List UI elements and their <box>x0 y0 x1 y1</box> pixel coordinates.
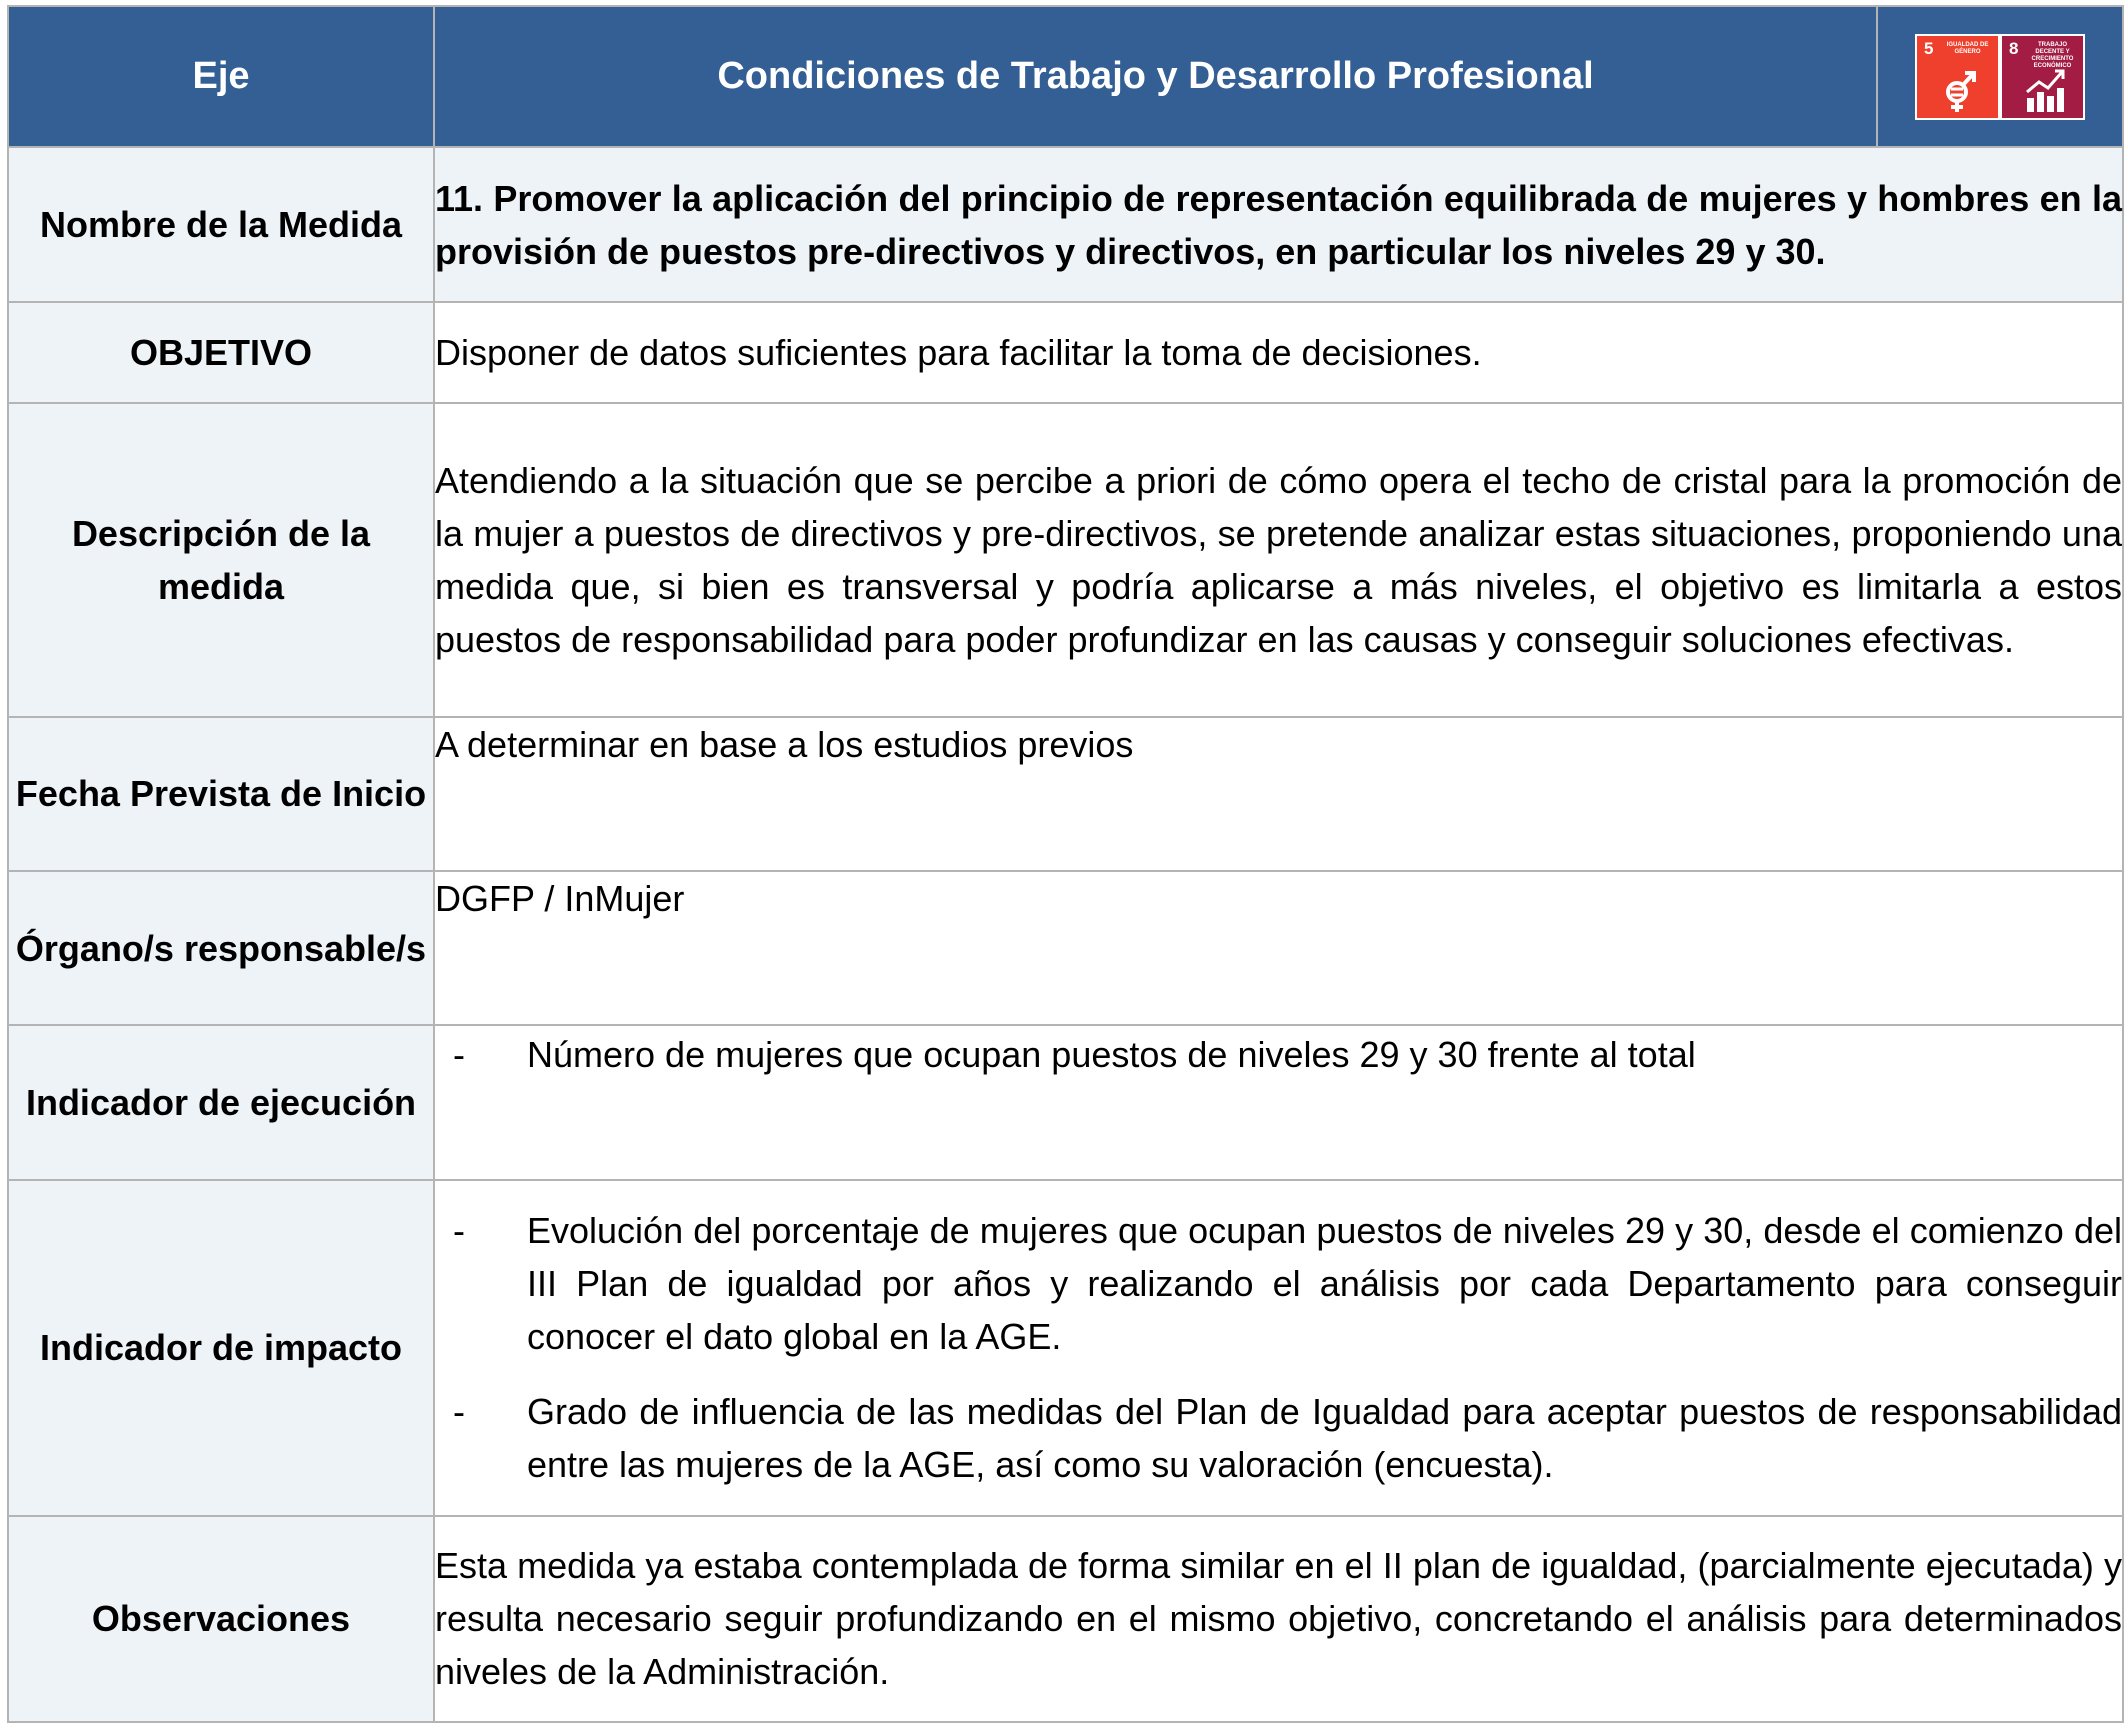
label-organo: Órgano/s responsable/s <box>8 871 434 1025</box>
label-descripcion: Descripción de la medida <box>8 403 434 717</box>
row-descripcion <box>8 403 2123 717</box>
impacto-list <box>435 1204 2122 1491</box>
row-observaciones <box>8 1516 2123 1723</box>
header-axis-title: Condiciones de Trabajo y Desarrollo Profesional <box>434 6 1877 147</box>
sdg-5-number: 5 <box>1924 38 1934 58</box>
label-ejecucion: Indicador de ejecución <box>8 1025 434 1179</box>
row-impacto <box>8 1180 2123 1516</box>
list-item-text: Evolución del porcentaje de mujeres que ocupan puestos de niveles 29 y 30, desde el comienzo del III Plan de igualdad por años y realizando el análisis por cada Departamento para conseguir conocer el dato global en la AGE. <box>527 1210 2122 1358</box>
list-item-text: Número de mujeres que ocupan puestos de niveles 29 y 30 frente al total <box>527 1034 1696 1076</box>
sdg-8-number: 8 <box>2009 38 2019 58</box>
row-organo <box>8 871 2123 1025</box>
value-nombre: 11. Promover la aplicación del principio de representación equilibrada de mujeres y hombres en la provisión de puestos pre-directivos y directivos, en particular los niveles 29 y 30. <box>434 147 2123 301</box>
sdg-5-badge <box>1915 34 2000 120</box>
sdg-8-badge <box>2000 34 2085 120</box>
label-observaciones: Observaciones <box>8 1516 434 1723</box>
row-ejecucion <box>8 1025 2123 1179</box>
value-descripcion: Atendiendo a la situación que se percibe a priori de cómo opera el techo de cristal para la promoción de la mujer a puestos de directivos y pre-directivos, se pretende analizar estas situaciones, proponiendo una medida que, si bien es transversal y podría aplicarse a más niveles, el objetivo es limitarla a estos puestos de responsabilidad para poder profundizar en las causas y conseguir soluciones efectivas. <box>434 403 2123 717</box>
growth-chart-icon <box>2024 68 2066 114</box>
dash-marker: - <box>453 1391 465 1433</box>
dash-marker: - <box>453 1210 465 1252</box>
label-objetivo: OBJETIVO <box>8 302 434 403</box>
list-item <box>435 1204 2122 1363</box>
gender-equality-icon <box>1939 68 1981 114</box>
value-organo: DGFP / InMujer <box>434 871 2123 1025</box>
list-item <box>435 1385 2122 1491</box>
ejecucion-list <box>435 1028 2122 1081</box>
label-nombre: Nombre de la Medida <box>8 147 434 301</box>
row-nombre <box>8 147 2123 301</box>
value-fecha: A determinar en base a los estudios previos <box>434 717 2123 871</box>
header-eje: Eje <box>8 6 434 147</box>
list-item-text: Grado de influencia de las medidas del Plan de Igualdad para aceptar puestos de responsabilidad entre las mujeres de la AGE, así como su valoración (encuesta). <box>527 1391 2122 1486</box>
value-objetivo: Disponer de datos suficientes para facilitar la toma de decisiones. <box>434 302 2123 403</box>
value-observaciones: Esta medida ya estaba contemplada de forma similar en el II plan de igualdad, (parcialmente ejecutada) y resulta necesario seguir profundizando en el mismo objetivo, concretando el análisis para determinados niveles de la Administración. <box>434 1516 2123 1723</box>
value-ejecucion <box>434 1025 2123 1179</box>
label-fecha: Fecha Prevista de Inicio <box>8 717 434 871</box>
header-row <box>8 6 2123 147</box>
dash-marker: - <box>453 1034 465 1076</box>
row-fecha <box>8 717 2123 871</box>
measure-table <box>7 5 2124 1723</box>
row-objetivo <box>8 302 2123 403</box>
sdg-icons <box>1877 6 2123 147</box>
measure-sheet <box>7 5 2122 1723</box>
label-impacto: Indicador de impacto <box>8 1180 434 1516</box>
sdg-5-caption: IGUALDAD DE GÉNERO <box>1946 41 1989 55</box>
value-impacto <box>434 1180 2123 1516</box>
list-item <box>435 1028 2122 1081</box>
sdg-8-caption: TRABAJO DECENTE Y CRECIMIENTO ECONÓMICO <box>2031 41 2074 69</box>
